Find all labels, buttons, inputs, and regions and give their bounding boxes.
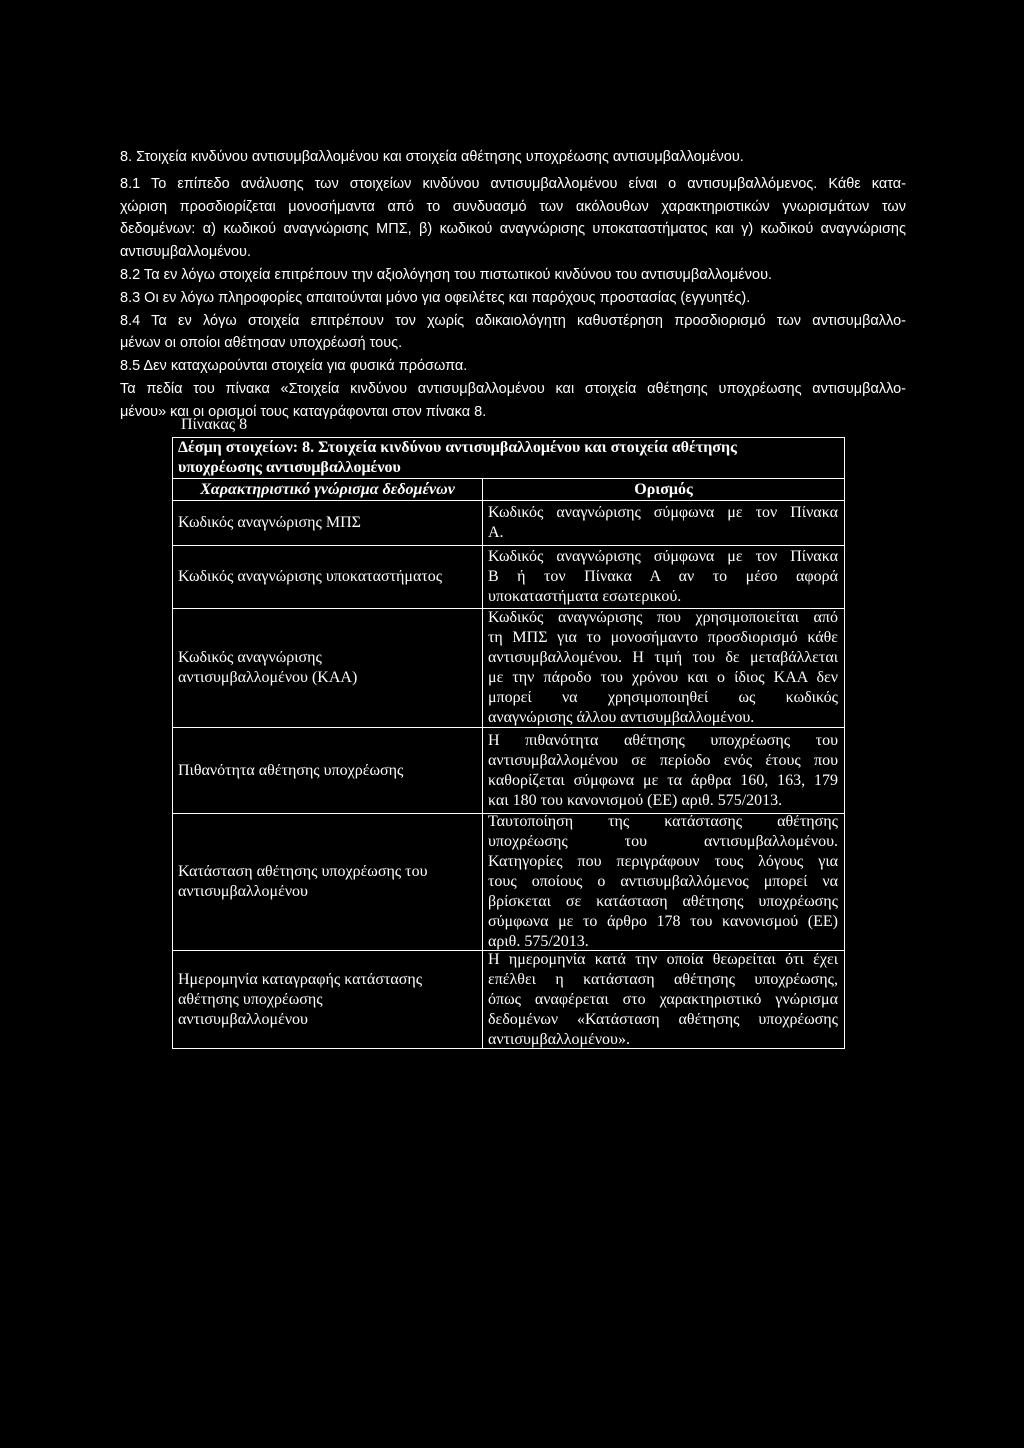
paragraph: [120, 264, 906, 287]
definition-line: Κατηγορίες που περιγράφουν τους λόγους για: [488, 853, 838, 870]
definition-line: επέλθει η κατάσταση αθέτησης υποχρέωσης,: [488, 970, 838, 988]
definition-line: αριθ. 575/2013.: [488, 933, 589, 950]
attribute-line: αθέτησης υποχρέωσης: [178, 990, 323, 1008]
attribute-line: Πιθανότητα αθέτησης υποχρέωσης: [178, 761, 404, 779]
section-text: [120, 146, 906, 424]
bundle-header-line: υποχρέωσης αντισυμβαλλομένου: [178, 459, 401, 476]
definition-line: βρίσκεται σε κατάσταση αθέτησης υποχρέωσης: [488, 893, 838, 910]
column-header-label: Ορισμός: [634, 480, 693, 498]
definition-line: Κωδικός αναγνώρισης σύμφωνα με τον Πίνακα: [488, 504, 838, 521]
paragraph-line: αντισυμβαλλομένου.: [120, 244, 251, 261]
table-caption: Πίνακας 8: [181, 416, 248, 433]
section-heading: 8. Στοιχεία κινδύνου αντισυμβαλλομένου και στοιχεία αθέτησης υποχρέωσης αντισυμβαλλομένου.: [120, 149, 744, 165]
definition-cell: [483, 501, 844, 545]
attribute-line: Κατάσταση αθέτησης υποχρέωσης του: [178, 863, 428, 880]
column-header-definition: [483, 479, 844, 500]
definition-line: και 180 του κανονισμού (ΕΕ) αριθ. 575/2013.: [488, 791, 783, 809]
definition-line: Η ημερομηνία κατά την οποία θεωρείται ότι έχει: [488, 950, 838, 968]
definition-line: αντισυμβαλλομένου. Η τιμή του δε μεταβάλλεται: [488, 649, 838, 666]
attribute-cell: [173, 546, 482, 608]
paragraph: [120, 173, 906, 264]
definition-line: σύμφωνα με το άρθρο 178 του κανονισμού (ΕΕ): [488, 913, 838, 930]
attribute-line: Κωδικός αναγνώρισης: [178, 649, 322, 666]
paragraph: [120, 310, 906, 356]
bundle-header-line: Δέσμη στοιχείων: 8. Στοιχεία κινδύνου αντισυμβαλλομένου και στοιχεία αθέτησης: [178, 439, 737, 456]
definition-line: αντισυμβαλλομένου».: [488, 1030, 630, 1048]
definition-line: δεδομένων «Κατάσταση αθέτησης υποχρέωσης: [488, 1010, 838, 1028]
definition-cell: [483, 546, 844, 608]
definition-cell: [483, 951, 844, 1048]
paragraph-line: 8.2 Τα εν λόγω στοιχεία επιτρέπουν την αξιολόγηση του πιστωτικού κινδύνου του αντισυμβαλλομένου.: [120, 266, 773, 283]
paragraph-line: χώριση προσδιορίζεται μονοσήμαντα από το συνδυασμό των ακόλουθων χαρακτηριστικών γνωρισμάτων των: [120, 198, 906, 215]
attribute-cell: [173, 501, 482, 545]
definition-cell: [483, 814, 844, 950]
attribute-line: αντισυμβαλλομένου: [178, 1010, 308, 1028]
definition-line: με την πάροδο του χρόνου και ο ίδιος ΚΑΑ δεν: [488, 669, 838, 686]
paragraph-line: μένων οι οποίοι αθέτησαν υποχρέωσή τους.: [120, 335, 403, 352]
table-bundle-header: [173, 438, 844, 478]
attribute-cell: [173, 814, 482, 950]
attribute-cell: [173, 609, 482, 727]
definition-line: Η πιθανότητα αθέτησης υποχρέωσης του: [488, 731, 838, 749]
definition-line: Β ή τον Πίνακα Α αν το μέσο αφορά: [488, 568, 838, 585]
definition-line: μπορεί να χρησιμοποιηθεί ως κωδικός: [488, 689, 838, 706]
definition-line: αναγνώρισης άλλου αντισυμβαλλομένου.: [488, 709, 755, 726]
paragraph: [120, 287, 906, 310]
paragraph: [120, 355, 906, 378]
paragraph-line: μένου» και οι ορισμοί τους καταγράφονται στον πίνακα 8.: [120, 403, 487, 420]
paragraph-line: 8.3 Οι εν λόγω πληροφορίες απαιτούνται μόνο για οφειλέτες και παρόχους προστασίας (εγγυητές).: [120, 289, 751, 306]
attribute-line: Κωδικός αναγνώρισης ΜΠΣ: [178, 514, 361, 531]
definition-cell: [483, 728, 844, 813]
paragraph-line: 8.4 Τα εν λόγω στοιχεία επιτρέπουν τον χωρίς αδικαιολόγητη καθυστέρηση προσδιορισμό των αντισυμβαλλο-: [120, 312, 906, 329]
definition-line: υποκαταστήματα εσωτερικού.: [488, 588, 682, 605]
column-header-label: Χαρακτηριστικό γνώρισμα δεδομένων: [200, 480, 455, 498]
paragraph-line: δεδομένων: α) κωδικού αναγνώρισης ΜΠΣ, β) κωδικού αναγνώρισης υποκαταστήματος και γ) κωδικού αναγνώρισης: [120, 221, 906, 238]
definition-line: Ταυτοποίηση της κατάστασης αθέτησης: [488, 813, 838, 830]
definition-line: τη ΜΠΣ για το μονοσήμαντο προσδιορισμό κάθε: [488, 629, 838, 646]
attribute-line: Ημερομηνία καταγραφής κατάστασης: [178, 970, 423, 988]
definition-line: υποχρέωσης του αντισυμβαλλομένου.: [488, 833, 838, 850]
definition-line: Κωδικός αναγνώρισης σύμφωνα με τον Πίνακα: [488, 548, 838, 565]
attribute-cell: [173, 728, 482, 813]
data-table: [172, 437, 845, 1049]
definition-line: τους οποίους ο αντισυμβαλλόμενος μπορεί να: [488, 873, 838, 890]
definition-cell: [483, 609, 844, 727]
definition-line: αντισυμβαλλομένου σε περίοδο ενός έτους που: [488, 751, 838, 769]
definition-line: όπως αναφέρεται στο χαρακτηριστικό γνώρισμα: [488, 990, 838, 1008]
attribute-line: αντισυμβαλλομένου (ΚΑΑ): [178, 669, 358, 686]
attribute-line: Κωδικός αναγνώρισης υποκαταστήματος: [178, 568, 443, 585]
definition-line: Κωδικός αναγνώρισης που χρησιμοποιείται από: [488, 609, 838, 626]
attribute-line: αντισυμβαλλομένου: [178, 883, 308, 900]
paragraph-line: 8.5 Δεν καταχωρούνται στοιχεία για φυσικά πρόσωπα.: [120, 358, 468, 375]
definition-line: καθορίζεται σύμφωνα με τα άρθρα 160, 163, 179: [488, 771, 838, 789]
paragraph-line: 8.1 Το επίπεδο ανάλυσης των στοιχείων κινδύνου αντισυμβαλλομένου είναι ο αντισυμβαλλόμενος. Κάθε κατα-: [120, 175, 906, 192]
paragraph-line: Τα πεδία του πίνακα «Στοιχεία κινδύνου αντισυμβαλλομένου και στοιχεία αθέτησης υποχρέωσης αντισυμβαλλο-: [120, 380, 906, 397]
definition-line: Α.: [488, 524, 504, 541]
attribute-cell: [173, 951, 482, 1048]
column-header-attribute: [173, 479, 482, 500]
